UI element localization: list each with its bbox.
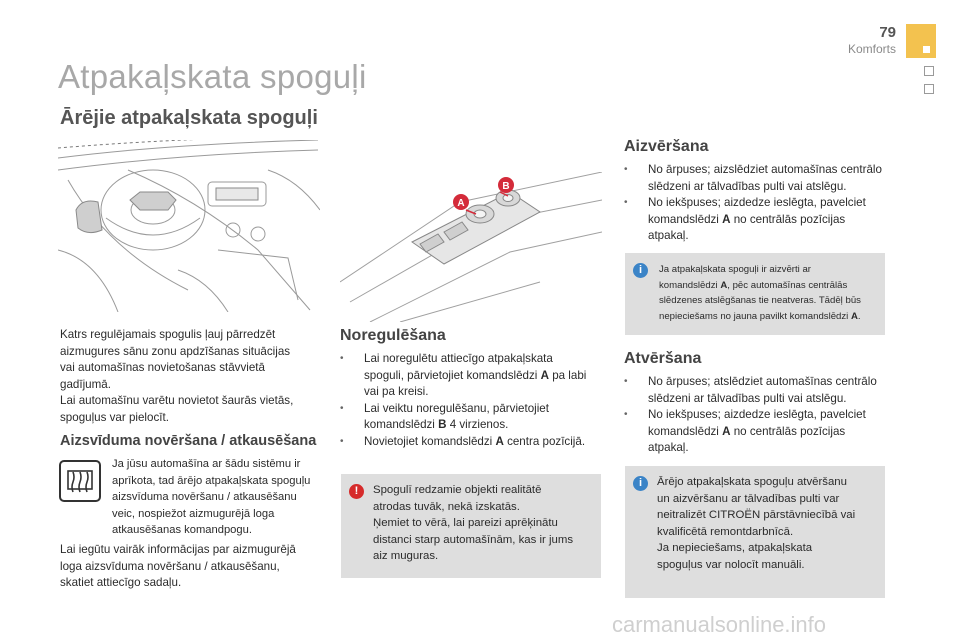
bullet-marker: • [340,435,344,447]
callout-label-a: A [457,198,465,209]
list-item: • Novietojiet komandslēdzi A centra pozīcijā. [340,434,608,451]
bullet-marker: • [624,197,628,208]
list-item: • No iekšpuses; aizdedze ieslēgta, pavelciet komandslēdzi A no centrālās pozīcijas atpakaļ. [624,408,866,454]
bullet-marker: • [624,409,628,420]
list-item: • Lai noregulētu attiecīgo atpakaļskata spoguli, pārvietojiet komandslēdzi A pa labi vai pa kreisi. [340,352,587,398]
page-title: Atpakaļskata spoguļi [58,58,367,95]
info-icon: i [633,476,648,491]
car-interior-illustration [58,140,320,312]
section-tab[interactable] [924,84,934,94]
warning-note: ! Spogulī redzamie objekti realitātē atrodas tuvāk, nekā izskatās. Ņemiet to vērā, lai pareizi aprēķinātu distanci starp automašīnām, kas ir jums aiz muguras. [341,474,601,578]
unfold-list [624,374,892,457]
list-item: • No ārpuses; atslēdziet automašīnas centrālo slēdzeni ar tālvadības pulti vai atslēgu. [624,375,877,405]
defog-text: Ja jūsu automašīna ar šādu sistēmu ir aprīkota, tad ārējo atpakaļskata spoguļu aizsvīduma novēršanu / atkausēšanu veic, nospiežot aizmugurējā loga atkausēšanas komandpogu. [112,458,311,536]
watermark-footer: carmanualsonline.info [612,612,827,637]
bullet-marker: • [624,376,628,387]
list-item: • Lai veiktu noregulēšanu, pārvietojiet komandslēdzi B 4 virzienos. [340,401,549,431]
callout-label-b: B [502,181,510,192]
page-subtitle: Ārējie atpakaļskata spoguļi [60,107,318,129]
bullet-marker: • [340,353,344,364]
page-number: 79 [879,24,896,41]
unfold-heading: Atvēršana [624,350,702,367]
info-icon: i [633,263,648,278]
section-name: Komforts [847,42,896,56]
mirror-control-illustration [340,172,602,322]
fold-heading: Aizvēršana [624,138,709,155]
warning-icon: ! [349,484,364,499]
fold-list [624,162,892,245]
defog-more-info: Lai iegūtu vairāk informācijas par aizmugurējā loga aizsvīduma novēršanu / atkausēšanu, skatiet attiecīgo sadaļu. [60,543,296,589]
defog-heading: Aizsvīduma novēršana / atkausēšana [60,433,317,449]
list-item: • No iekšpuses; aizdedze ieslēgta, pavelciet komandslēdzi A no centrālās pozīcijas atpakaļ. [624,196,866,242]
unfold-info-note: i Ārējo atpakaļskata spoguļu atvēršanu un aizvēršanu ar tālvadības pulti var neitralizēt CITROËN pārstāvniecībā vai kvalificētā remontdarbnīcā. Ja nepieciešams, atpakaļskata spoguļus var nolocīt manuāli. [625,466,885,598]
intro-paragraph: Katrs regulējamais spogulis ļauj pārredzēt aizmugures sānu zonu apdzīšanas situācijas vai automašīnas novietošanas stāvvietā gadījumā. Lai automašīnu varētu novietot šaurās vietās, spoguļus var pielocīt. [60,328,294,424]
adjust-heading: Noregulēšana [340,327,446,344]
section-tab[interactable] [924,66,934,76]
rear-defrost-icon [59,460,101,502]
bullet-marker: • [340,402,344,414]
adjust-list [340,351,608,450]
section-tab-active[interactable] [906,24,936,58]
fold-info-note: i Ja atpakaļskata spoguļi ir aizvērti ar komandslēdzi A, pēc automašīnas centrālās slēdzenes atslēgšanas tie neatveras. Tādēļ būs nepieciešams no jauna pavilkt komandslēdzi A. [625,253,885,335]
bullet-marker: • [624,164,628,175]
list-item: • No ārpuses; aizslēdziet automašīnas centrālo slēdzeni ar tālvadības pulti vai atslēgu. [624,163,882,193]
